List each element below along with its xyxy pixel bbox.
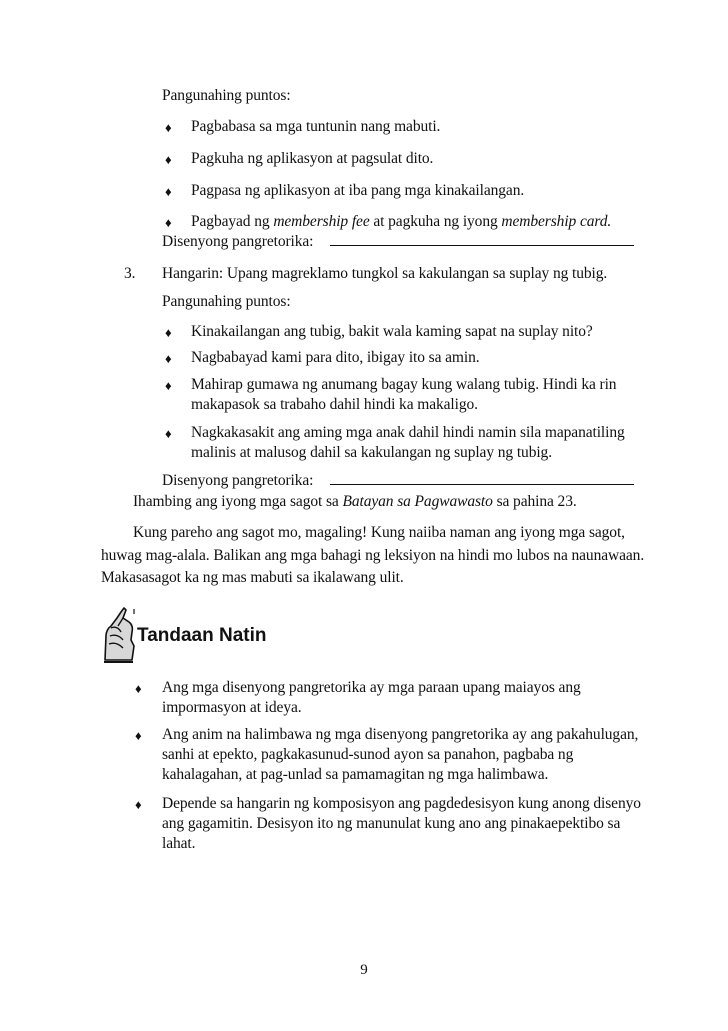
bullet-text-cont: malinis at malusog dahil sa kakulangan ng suplay ng tubig. [191,444,552,461]
page-number: 9 [360,962,368,978]
bullet-text: Kinakailangan ang tubig, bakit wala kaming sapat na suplay nito? [191,323,593,340]
disenyo-label: Disenyong pangretorika: [162,472,314,489]
diamond-bullet-icon: ♦ [165,120,172,135]
diamond-bullet-icon: ♦ [165,184,172,199]
bullet-text-cont: lahat. [162,835,196,852]
answer-line[interactable] [330,245,634,246]
bullet-text: Pagkuha ng aplikasyon at pagsulat dito. [191,150,434,167]
item-number: 3. [124,265,136,282]
diamond-bullet-icon: ♦ [135,797,142,812]
bullet-text-cont: ang gagamitin. Desisyon ito ng manunulat kung ano ang pinakaepektibo sa [162,815,621,832]
points-label: Pangunahing puntos: [162,87,291,104]
bullet-text: Nagbabayad kami para dito, ibigay ito sa amin. [191,349,480,366]
bullet-text: Pagpasa ng aplikasyon at iba pang mga kinakailangan. [191,182,525,199]
bullet-text-cont: makapasok sa trabaho dahil hindi ka makaligo. [191,396,478,413]
bullet-text: Ang mga disenyong pangretorika ay mga paraan upang maiayos ang [162,679,581,696]
diamond-bullet-icon: ♦ [135,728,142,743]
bullet-text-cont: kahalagahan, at pag-unlad sa pamamagitan ng mga halimbawa. [162,766,549,783]
bullet-text: Pagbabasa sa mga tuntunin nang mabuti. [191,118,441,135]
diamond-bullet-icon: ♦ [165,378,172,393]
answer-line[interactable] [330,484,634,485]
diamond-bullet-icon: ♦ [165,215,172,230]
hand-writing-icon [101,606,137,664]
compare-text: Ihambing ang iyong mga sagot sa Batayan sa Pagwawasto sa pahina 23. [133,493,577,510]
bullet-text: Pagbayad ng membership fee at pagkuha ng iyong membership card. [191,213,612,230]
points-label: Pangunahing puntos: [162,293,291,310]
diamond-bullet-icon: ♦ [165,152,172,167]
paragraph-line: Makasasagot ka ng mas mabuti sa ikalawang ulit. [101,569,404,586]
bullet-text: Ang anim na halimbawa ng mga disenyong pangretorika ay ang pakahulugan, [162,726,639,743]
paragraph-line: huwag mag-alala. Balikan ang mga bahagi ng leksiyon na hindi mo lubos na naunawaan. [101,547,645,564]
bullet-text: Nagkakasakit ang aming mga anak dahil hindi namin sila mapanatiling [191,424,625,441]
section-heading: Tandaan Natin [137,625,267,646]
diamond-bullet-icon: ♦ [165,351,172,366]
disenyo-label: Disenyong pangretorika: [162,233,314,250]
diamond-bullet-icon: ♦ [135,681,142,696]
diamond-bullet-icon: ♦ [165,426,172,441]
bullet-text-cont: impormasyon at ideya. [162,699,302,716]
diamond-bullet-icon: ♦ [165,325,172,340]
paragraph-line: Kung pareho ang sagot mo, magaling! Kung naiiba naman ang iyong mga sagot, [133,524,625,541]
bullet-text-cont: sanhi at epekto, pagkakasunud-sunod ayon sa panahon, pagbaba ng [162,746,574,763]
hangarin-text: Hangarin: Upang magreklamo tungkol sa kakulangan sa suplay ng tubig. [162,265,608,282]
bullet-text: Depende sa hangarin ng komposisyon ang pagdedesisyon kung anong disenyo [162,795,641,812]
bullet-text: Mahirap gumawa ng anumang bagay kung walang tubig. Hindi ka rin [191,376,617,393]
